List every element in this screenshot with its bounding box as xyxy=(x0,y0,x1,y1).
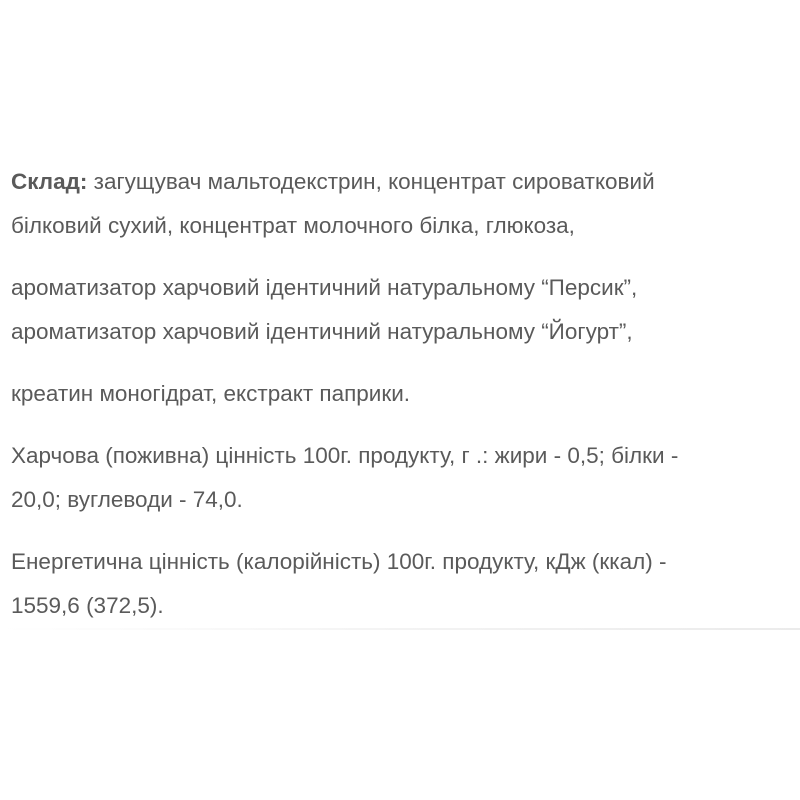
nutrition-line-2: 20,0; вуглеводи - 74,0. xyxy=(11,487,243,512)
energy-line-2: 1559,6 (372,5). xyxy=(11,593,164,618)
composition-paragraph xyxy=(11,160,796,248)
nutrition-line-1: Харчова (поживна) цінність 100г. продукту, г .: жири - 0,5; білки - xyxy=(11,443,679,468)
divider xyxy=(0,628,800,630)
energy-paragraph xyxy=(11,540,796,628)
additives-paragraph xyxy=(11,372,796,416)
additives-line: креатин моногідрат, екстракт паприки. xyxy=(11,381,411,406)
composition-line-1 xyxy=(11,160,796,204)
composition-text-1: загущувач мальтодекстрин, концентрат сироватковий xyxy=(87,169,655,194)
product-description xyxy=(11,160,796,646)
energy-line-1: Енергетична цінність (калорійність) 100г. продукту, кДж (ккал) - xyxy=(11,549,667,574)
composition-label: Склад: xyxy=(11,169,88,194)
flavors-paragraph xyxy=(11,266,796,354)
flavor-peach-line: ароматизатор харчовий ідентичний натуральному “Персик”, xyxy=(11,275,638,300)
nutrition-paragraph xyxy=(11,434,796,522)
composition-line-2: білковий сухий, концентрат молочного білка, глюкоза, xyxy=(11,213,575,238)
flavor-yogurt-line: ароматизатор харчовий ідентичний натуральному “Йогурт”, xyxy=(11,319,633,344)
